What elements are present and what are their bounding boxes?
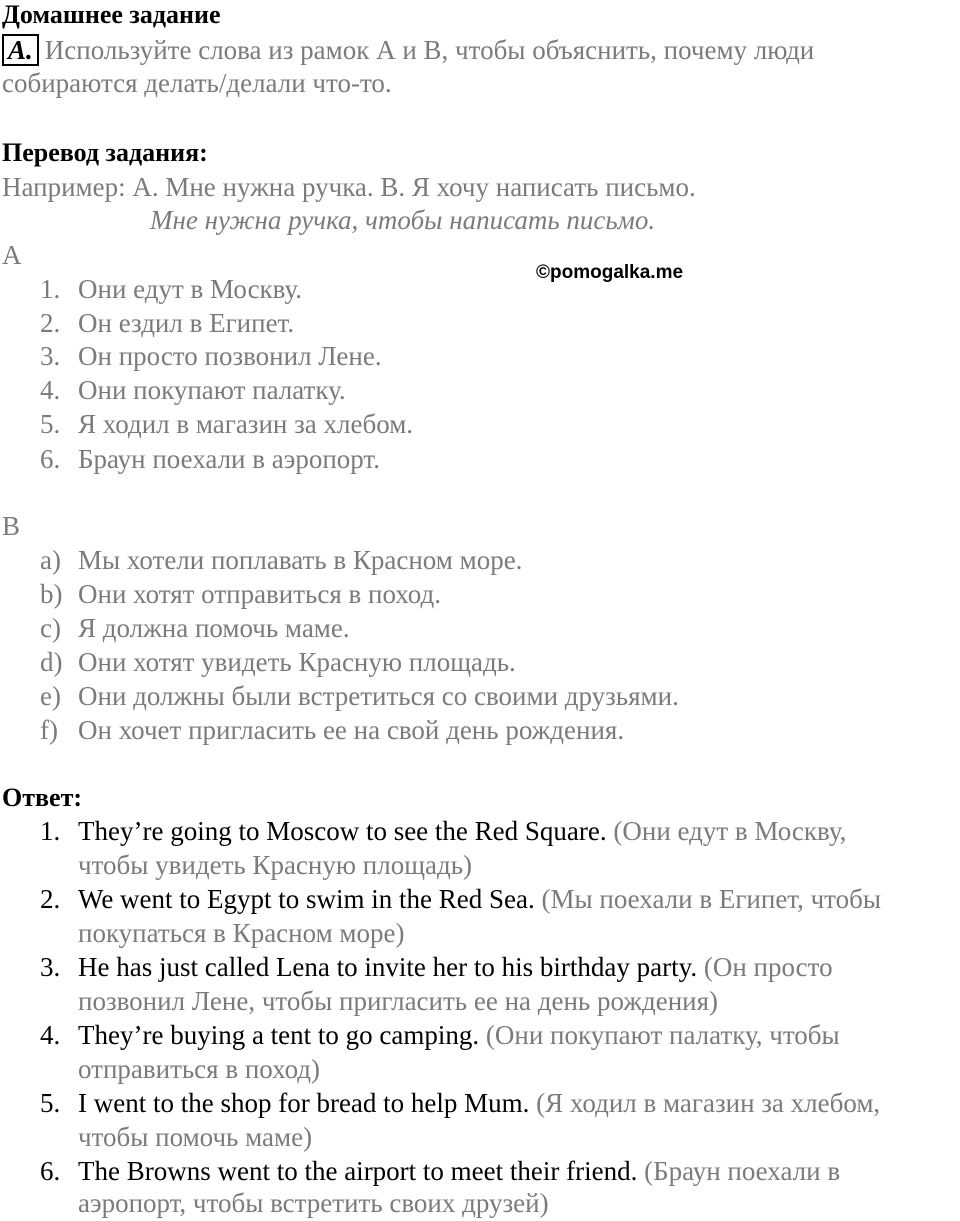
answer-ru-cont: позвонил Лене, чтобы пригласить ее на день рождения) [78,986,718,1016]
answer-en: They’re buying a tent to go camping. [78,1020,480,1050]
list-b-label: В [2,511,21,541]
list-a-label: А [2,240,22,270]
answer-item: 1. They’re going to Moscow to see the Red Square. (Они едут в Москву, [40,816,847,846]
answer-ru-cont: отправиться в поход) [78,1054,321,1084]
list-item: a) Мы хотели поплавать в Красном море. [40,545,523,575]
translation-title: Перевод задания: [2,138,208,167]
answer-en: We went to Egypt to swim in the Red Sea. [78,884,535,914]
answer-item: 3. He has just called Lena to invite her to his birthday party. (Он просто [40,952,833,982]
answer-en: I went to the shop for bread to help Mum. [78,1088,530,1118]
list-item: e) Они должны были встретиться со своими друзьями. [40,681,679,711]
answer-ru: (Он просто [703,952,833,982]
watermark: ©pomogalka.me [536,262,684,283]
list-item: f) Он хочет пригласить ее на свой день рождения. [40,715,625,745]
list-item: 6. Браун поехали в аэропорт. [40,444,380,474]
list-item: c) Я должна помочь маме. [40,613,350,643]
task-statement-line1 [2,34,814,66]
answer-ru-cont: покупаться в Красном море) [78,918,405,948]
answer-ru-cont: чтобы помочь маме) [78,1122,313,1152]
example-line: Например: А. Мне нужна ручка. В. Я хочу написать письмо. [2,172,696,202]
answer-en: The Browns went to the airport to meet their friend. [78,1156,638,1186]
list-item: 1. Они едут в Москву. [40,274,303,304]
list-item: 4. Они покупают палатку. [40,375,346,405]
answer-item: 2. We went to Egypt to swim in the Red Sea. (Мы поехали в Египет, чтобы [40,884,881,914]
list-item: 2. Он ездил в Египет. [40,308,295,338]
answer-title: Ответ: [2,783,83,812]
answer-en: He has just called Lena to invite her to his birthday party. [78,952,698,982]
list-item: b) Они хотят отправиться в поход. [40,579,441,609]
answer-ru-cont: аэропорт, чтобы встретить своих друзей) [78,1188,549,1218]
example-result: Мне нужна ручка, чтобы написать письмо. [150,205,656,235]
answer-ru: (Мы поехали в Египет, чтобы [541,884,881,914]
answer-item: 4. They’re buying a tent to go camping. (Они покупают палатку, чтобы [40,1020,840,1050]
answer-en: They’re going to Moscow to see the Red Square. [78,816,607,846]
task-text-1: Используйте слова из рамок А и В, чтобы объяснить, почему люди [44,35,815,65]
answer-ru: (Они едут в Москву, [613,816,847,846]
homework-title: Домашнее задание [2,0,221,29]
answer-ru: (Браун поехали в [644,1156,841,1186]
list-item: d) Они хотят увидеть Красную площадь. [40,647,516,677]
answer-item: 6. The Browns went to the airport to meet their friend. (Браун поехали в [40,1156,841,1186]
list-item: 5. Я ходил в магазин за хлебом. [40,409,414,439]
list-item: 3. Он просто позвонил Лене. [40,341,382,371]
answer-ru: (Я ходил в магазин за хлебом, [536,1088,881,1118]
answer-ru-cont: чтобы увидеть Красную площадь) [78,850,473,880]
task-label-box: A. [2,34,39,66]
answer-ru: (Они покупают палатку, чтобы [485,1020,840,1050]
task-statement-line2: собираются делать/делали что-то. [2,68,392,98]
answer-item: 5. I went to the shop for bread to help Mum. (Я ходил в магазин за хлебом, [40,1088,881,1118]
